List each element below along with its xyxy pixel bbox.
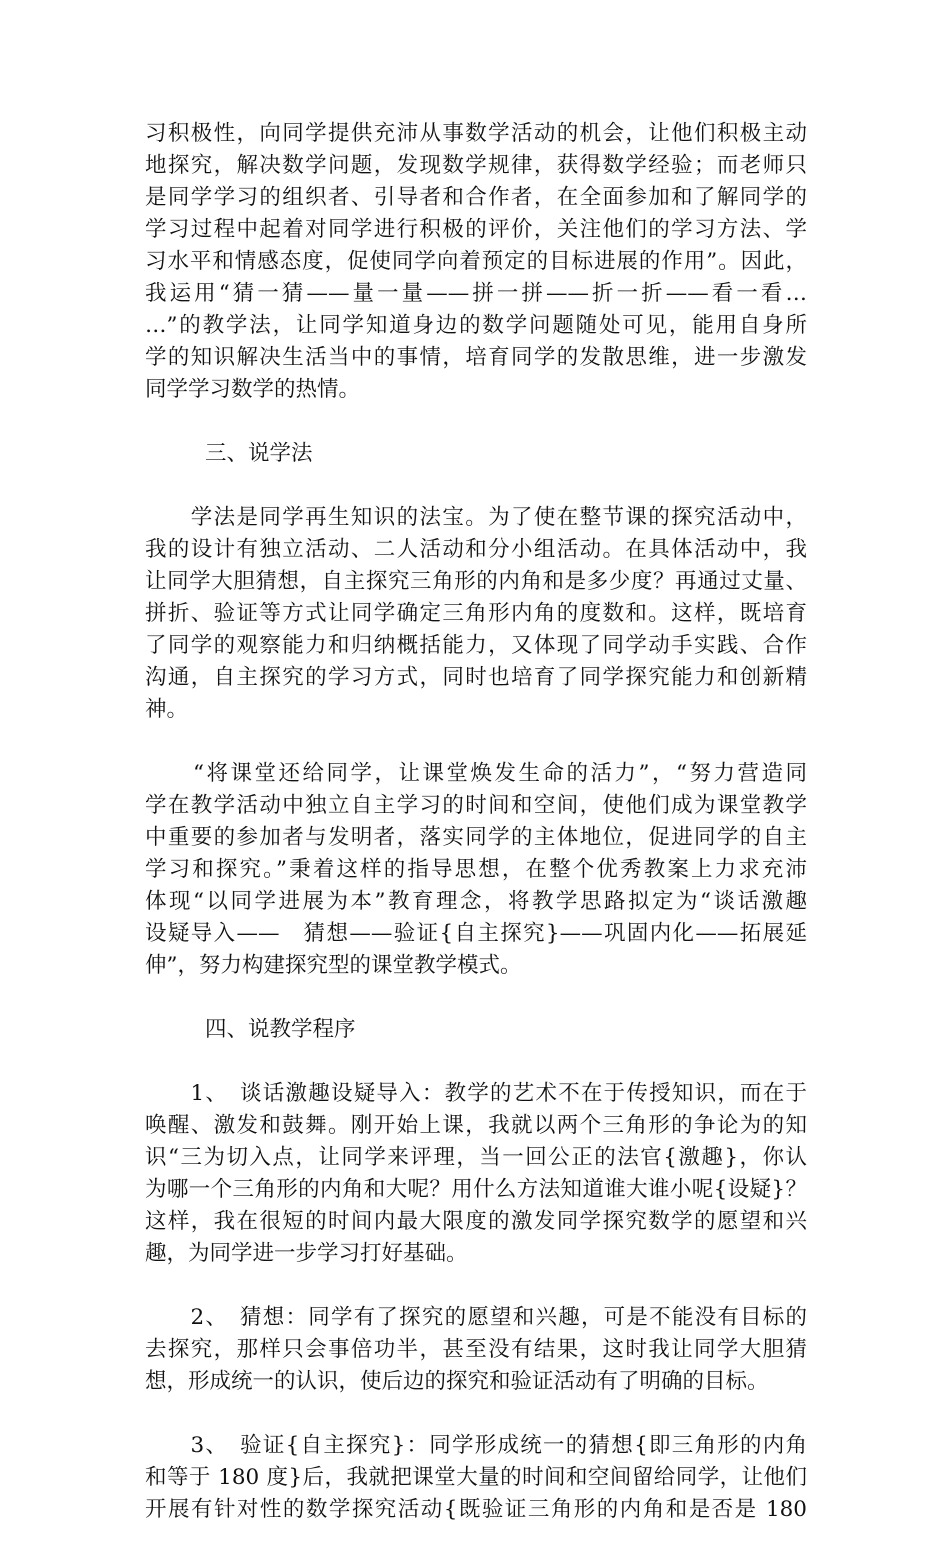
text-line: 了同学的观察能力和归纳概括能力，又体现了同学动手实践、合作 <box>145 633 807 658</box>
text-line: 为哪一个三角形的内角和大呢？用什么方法知道谁大谁小呢{设疑}？ <box>145 1177 807 1202</box>
paragraph-step-1-introduction <box>145 1078 807 1270</box>
text-line: 习积极性，向同学提供充沛从事数学活动的机会，让他们积极主动 <box>145 121 807 146</box>
text-line: 我运用“猜一猜——量一量——拼一拼——折一折——看一看… <box>145 281 807 306</box>
text-line: 开展有针对性的数学探究活动{既验证三角形的内角和是否是 180 <box>145 1497 807 1522</box>
text-line: 和等于 180 度}后，我就把课堂大量的时间和空间留给同学，让他们 <box>145 1465 807 1490</box>
text-line: 去探究，那样只会事倍功半，甚至没有结果，这时我让同学大胆猜 <box>145 1337 807 1362</box>
text-line: 伸”，努力构建探究型的课堂教学模式。 <box>145 953 522 978</box>
text-line: 这样，我在很短的时间内最大限度的激发同学探究数学的愿望和兴 <box>145 1209 807 1234</box>
text-line: 识“三为切入点，让同学来评理，当一回公正的法官{激趣}，你认 <box>145 1145 807 1170</box>
text-line: 神。 <box>145 697 189 722</box>
text-line: 学习过程中起着对同学进行积极的评价，关注他们的学习方法、学 <box>145 217 807 242</box>
text-line: “将课堂还给同学，让课堂焕发生命的活力”，“努力营造同 <box>145 761 807 786</box>
text-line: 学习和探究。”秉着这样的指导思想，在整个优秀教案上力求充沛 <box>145 857 807 882</box>
text-line: 习水平和情感态度，促使同学向着预定的目标进展的作用”。因此， <box>145 249 807 274</box>
paragraph-step-3-verify <box>145 1430 807 1526</box>
text-line: 沟通，自主探究的学习方式，同时也培育了同学探究能力和创新精 <box>145 665 807 690</box>
text-line: 3、 验证{自主探究}：同学形成统一的猜想{即三角形的内角 <box>145 1433 807 1458</box>
document-page <box>145 118 807 1558</box>
text-line: 地探究，解决数学问题，发现数学规律，获得数学经验；而老师只 <box>145 153 807 178</box>
text-line: 学的知识解决生活当中的事情，培育同学的发散思维，进一步激发 <box>145 345 807 370</box>
text-line: 2、 猜想：同学有了探究的愿望和兴趣，可是不能没有目标的 <box>145 1305 807 1330</box>
text-line: 想，形成统一的认识，使后边的探究和验证活动有了明确的目标。 <box>145 1369 769 1394</box>
text-line: 学法是同学再生知识的法宝。为了使在整节课的探究活动中， <box>145 505 807 530</box>
text-line: …”的教学法，让同学知道身边的数学问题随处可见，能用自身所 <box>145 313 807 338</box>
section-heading-learning-method: 三、说学法 <box>205 441 313 466</box>
text-line: 是同学学习的组织者、引导者和合作者，在全面参加和了解同学的 <box>145 185 807 210</box>
text-line: 设疑导入—— 猜想——验证{自主探究}——巩固内化——拓展延 <box>145 921 807 946</box>
text-line: 唤醒、激发和鼓舞。刚开始上课，我就以两个三角形的争论为的知 <box>145 1113 807 1138</box>
text-line: 让同学大胆猜想，自主探究三角形的内角和是多少度？再通过丈量、 <box>145 569 807 594</box>
text-line: 体现“以同学进展为本”教育理念，将教学思路拟定为“谈话激趣 <box>145 889 807 914</box>
text-line: 中重要的参加者与发明者，落实同学的主体地位，促进同学的自主 <box>145 825 807 850</box>
paragraph-guiding-idea <box>145 758 807 982</box>
paragraph-learning-method <box>145 502 807 726</box>
text-line: 同学学习数学的热情。 <box>145 377 361 402</box>
text-line: 学在教学活动中独立自主学习的时间和空间，使他们成为课堂教学 <box>145 793 807 818</box>
text-line: 1、 谈话激趣设疑导入：教学的艺术不在于传授知识，而在于 <box>145 1081 807 1106</box>
text-line: 拼折、验证等方式让同学确定三角形内角的度数和。这样，既培育 <box>145 601 807 626</box>
paragraph-step-2-guess <box>145 1302 807 1398</box>
section-heading-teaching-procedure: 四、说教学程序 <box>205 1017 356 1042</box>
text-line: 我的设计有独立活动、二人活动和分小组活动。在具体活动中，我 <box>145 537 807 562</box>
text-line: 趣，为同学进一步学习打好基础。 <box>145 1241 468 1266</box>
paragraph-teaching-method-conclusion <box>145 118 807 406</box>
